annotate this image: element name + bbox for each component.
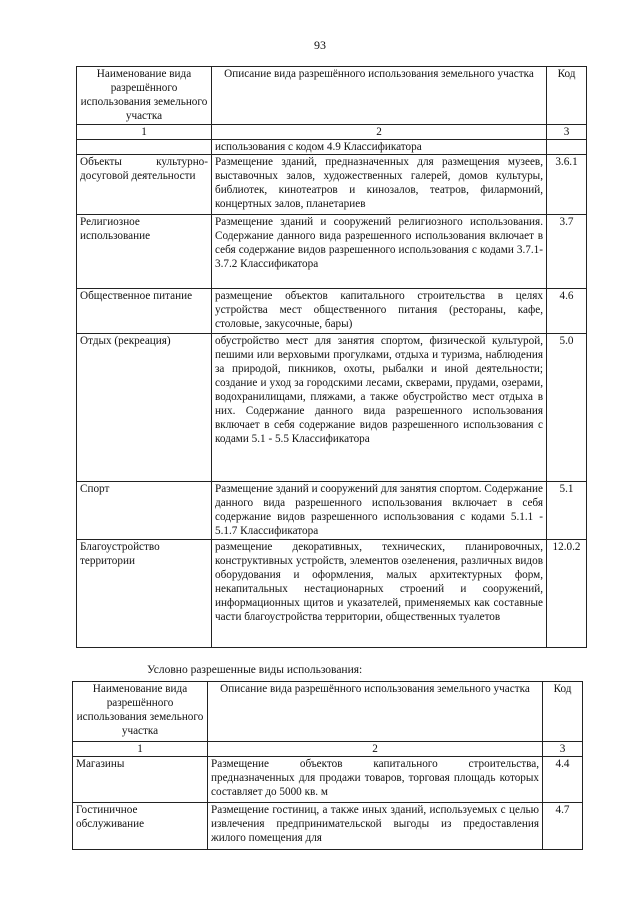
conditional-uses-table: [72, 681, 583, 850]
table-cell-empty: [77, 140, 212, 155]
column-number: 3: [543, 742, 583, 757]
use-description: обустройство мест для занятия спортом, физической культурой, пешими или верховыми прогулками, отдыха и туризма, наблюдения за природой, пикников, охоты, рыбалки и иной деятельности; создание и уход за городскими лесами, скверами, прудами, озерами, водохранилищами, пляжами, а также обустройство мест отдыха в них. Содержание данного вида разрешенного использования включает в себя содержание видов разрешенного использования с кодами 5.1 - 5.5 Классификатора: [212, 334, 547, 482]
use-name: Магазины: [73, 757, 208, 803]
use-description: Размещение зданий и сооружений религиозного использования. Содержание данного вида разрешенного использования включает в себя содержание видов разрешенного использования с кодами 3.7.1-3.7.2 Классификатора: [212, 215, 547, 289]
use-code: 4.4: [543, 757, 583, 803]
use-code: 3.6.1: [547, 155, 587, 215]
header-code: Код: [547, 67, 587, 125]
use-code: 5.0: [547, 334, 587, 482]
use-name: Спорт: [77, 482, 212, 540]
table-row: [73, 803, 583, 850]
column-number: 2: [208, 742, 543, 757]
header-description: Описание вида разрешённого использования земельного участка: [208, 682, 543, 742]
column-number: 1: [77, 125, 212, 140]
use-description: Размещение объектов капитального строительства, предназначенных для продажи товаров, торговая площадь которых составляет до 5000 кв. м: [208, 757, 543, 803]
use-code: 3.7: [547, 215, 587, 289]
table-row: [77, 155, 587, 215]
use-name: Общественное питание: [77, 289, 212, 334]
permitted-uses-table: [76, 66, 587, 648]
use-name: Религиозное использование: [77, 215, 212, 289]
use-name: Отдых (рекреация): [77, 334, 212, 482]
use-code: 4.7: [543, 803, 583, 850]
table-row: [77, 482, 587, 540]
column-number: 1: [73, 742, 208, 757]
table-cell-empty: [547, 140, 587, 155]
use-name: Объекты культурно-досуговой деятельности: [77, 155, 212, 215]
header-name: Наименование вида разрешённого использования земельного участка: [77, 67, 212, 125]
use-description: Размещение зданий и сооружений для занятия спортом. Содержание данного вида разрешенного использования включает в себя содержание видов разрешенного использования с кодами 5.1.1 - 5.1.7 Классификатора: [212, 482, 547, 540]
use-description: размещение декоративных, технических, планировочных, конструктивных устройств, элементов озеленения, различных видов оборудования и оформления, малых архитектурных форм, некапитальных нестационарных строений и сооружений, информационных щитов и указателей, применяемых как составные части благоустройства территории, общественных туалетов: [212, 540, 547, 648]
column-number: 2: [212, 125, 547, 140]
use-code: 4.6: [547, 289, 587, 334]
section-caption: Условно разрешенные виды использования:: [147, 664, 363, 676]
use-code: 5.1: [547, 482, 587, 540]
use-name: Гостиничное обслуживание: [73, 803, 208, 850]
page-number: 93: [314, 38, 326, 52]
use-name: Благоустройство территории: [77, 540, 212, 648]
header-description: Описание вида разрешённого использования земельного участка: [212, 67, 547, 125]
use-description: Размещение зданий, предназначенных для размещения музеев, выставочных залов, художественных галерей, домов культуры, библиотек, кинотеатров и кинозалов, театров, филармоний, концертных залов, планетариев: [212, 155, 547, 215]
use-description: Размещение гостиниц, а также иных зданий, используемых с целью извлечения предпринимательской выгоды из предоставления жилого помещения для: [208, 803, 543, 850]
table-row: [77, 215, 587, 289]
column-number: 3: [547, 125, 587, 140]
use-code: 12.0.2: [547, 540, 587, 648]
table-row: [73, 757, 583, 803]
header-name: Наименование вида разрешённого использования земельного участка: [73, 682, 208, 742]
table-row: [77, 289, 587, 334]
continuation-text: использования с кодом 4.9 Классификатора: [212, 140, 547, 155]
table-row: [77, 540, 587, 648]
header-code: Код: [543, 682, 583, 742]
table-row: [77, 334, 587, 482]
use-description: размещение объектов капитального строительства в целях устройства мест общественного питания (рестораны, кафе, столовые, закусочные, бары): [212, 289, 547, 334]
